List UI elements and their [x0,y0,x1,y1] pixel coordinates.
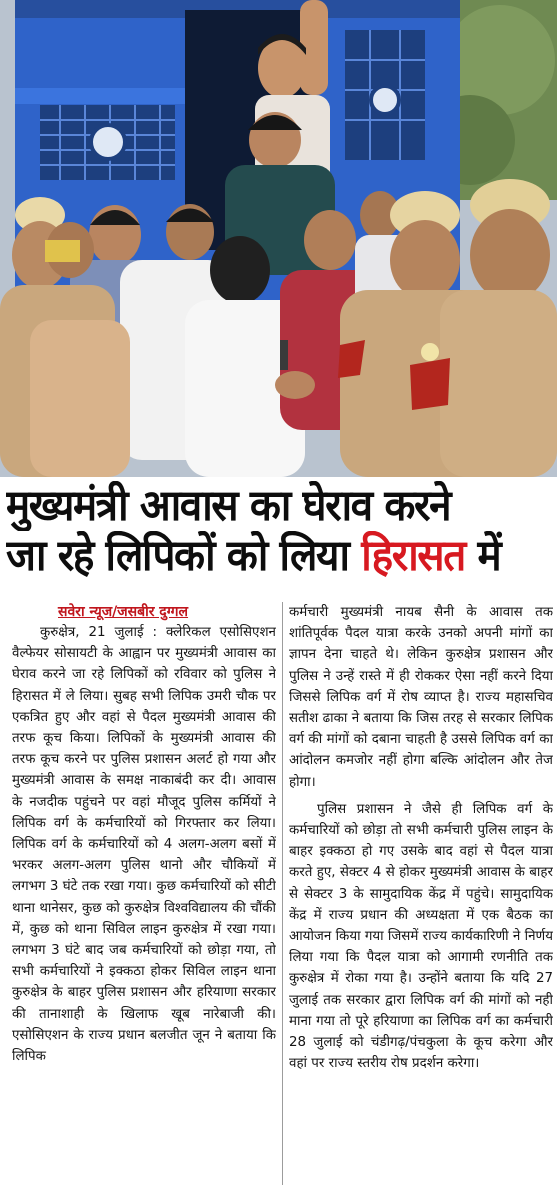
column-divider [282,602,283,1185]
article-column-2 [289,602,553,1185]
headline-highlight-word: हिरासत [361,531,465,581]
headline [6,481,555,581]
article-column-1 [12,602,276,1185]
headline-line-1: मुख्यमंत्री आवास का घेराव करने [6,481,451,531]
headline-line-2 [6,531,522,581]
headline-line-2-end: में [464,531,501,581]
protest-photo-illustration [0,0,557,477]
news-photo [0,0,557,477]
article-body [12,602,553,1185]
column-2-paragraph-1: कर्मचारी मुख्यमंत्री नायब सैनी के आवास तक शांतिपूर्वक पैदल यात्रा करके उनको अपनी मांगों का ज्ञापन देना चाहते थे। लेकिन कुरुक्षेत्र प्रशासन और पुलिस ने उन्हें रास्ते में ही रोककर ऐसा नहीं करने दिया जिससे लिपिक वर्ग में रोष व्याप्त है। राज्य महासचिव सतीश ढाका ने बताया कि जिस तरह से सरकार लिपिक वर्ग की मांगों को दबाना चाहती है उससे लिपिक वर्ग का आंदोलन कमजोर नहीं होगा बल्कि आंदोलन और तेज होगा। [289,605,553,790]
column-1-paragraph-1: कुरुक्षेत्र, 21 जुलाई : क्लेरिकल एसोसिएशन वैल्फेयर सोसायटी के आह्वान पर मुख्यमंत्री आवास का घेराव करने जा रहे लिपिकों को रविवार को पुलिस ने हिरासत में ले लिया। सुबह सभी लिपिक उमरी चौक पर एकत्रित हुए और वहां से पैदल मुख्यमंत्री आवास की तरफ कूच किया। लिपिकों के मुख्यमंत्री आवास की तरफ कूच करने पर पुलिस प्रशासन अलर्ट हो गया और मुख्यमंत्री आवास के समक्ष नाकाबंदी कर दी। आवास के नजदीक पहुंचने पर वहां मौजूद पुलिस कर्मियों ने लिपिक वर्ग के कर्मचारियों को गिरफ्तार कर लिया। लिपिक वर्ग के कर्मचारियों को 4 अलग-अलग बसों में भरकर अलग-अलग पुलिस थानो और चौकियों में लगभग 3 घंटे तक रखा गया। कुछ कर्मचारियों को सीटी थाना थानेसर, कुछ को कुरुक्षेत्र विश्वविद्यालय की चौंकी में, कुछ को थाना सिविल लाइन कुरुक्षेत्र में रखा गया। लगभग 3 घंटे बाद जब कर्मचारियों को छोड़ा गया, तो सभी कर्मचारियों ने इक्कठा होकर सिविल लाइन थाना कुरुक्षेत्र के बाहर पुलिस प्रशासन और हरियाणा सरकार की तानाशाही के खिलाफ खूब नारेबाजी की। एसोसिएशन के राज्य प्रधान बलजीत जून ने बताया कि लिपिक [12,625,276,1065]
column-2-paragraph-2: पुलिस प्रशासन ने जैसे ही लिपिक वर्ग के कर्मचारियों को छोड़ा तो सभी कर्मचारी पुलिस लाइन के बाहर इक्कठा हो गए उसके बाद वहां से पैदल यात्रा करते हुए, सेक्टर 4 से होकर मुख्यमंत्री आवास के बाहर से सेक्टर 3 के सामुदायिक केंद्र में पहुंचे। सामुदायिक केंद्र में राज्य प्रधान की अध्यक्षता में एक बैठक का आयोजन किया गया जिसमें राज्य कार्यकारिणी ने निर्णय लिया गया कि पैदल यात्रा को आगामी रणनीति तक कुरुक्षेत्र में रोका गया है। उन्होंने बताया कि यदि 27 जुलाई तक सरकार द्वारा लिपिक वर्ग की मांगों को नही माना गया तो पूरे हरियाणा का लिपिक वर्ग का कर्मचारी 28 जुलाई को चंडीगढ़/पंचकुला के कूच करेगा और वहां पर राज्य स्तरीय रोष प्रदर्शन करेगा। [289,801,553,1072]
byline: सवेरा न्यूज/जसबीर दुग्गल [58,604,189,620]
headline-line-2-start: जा रहे लिपिकों को लिया [6,531,362,581]
